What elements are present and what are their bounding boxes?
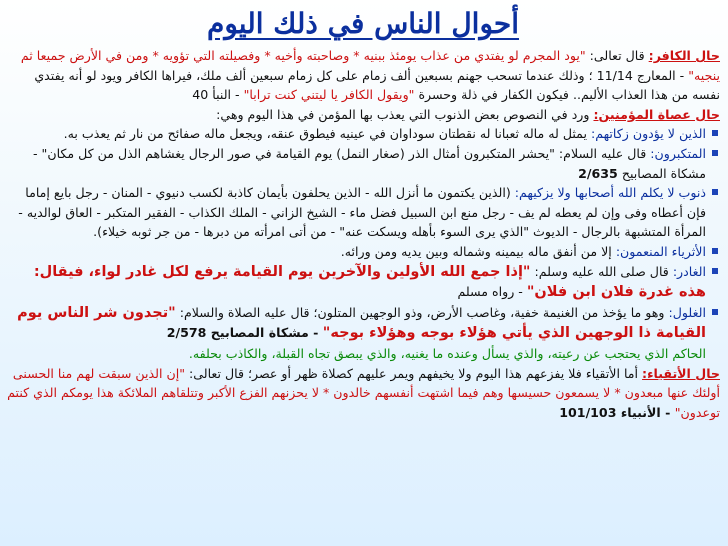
- list-item: [6, 144, 720, 183]
- atqiya-paragraph: [6, 364, 720, 423]
- item-quote: "إذا جمع الله الأولين والآخرين يوم القيامة يرفع لكل غادر لواء، فيقال: هذه غدرة فلان ابن فلان": [33, 263, 706, 301]
- bullet-square-icon: [712, 189, 718, 195]
- usat-paragraph: [6, 105, 720, 125]
- item-quote: الحاكم الذي يحتجب عن رعيته، والذي يسأل وعنده ما يغنيه، والذي يبصق تجاه القبلة، والكاذب بحلفه.: [188, 345, 706, 361]
- atqiya-quote: "إن الذين سبقت لهم منا الحسنى أولئك عنها مبعدون * لا يسمعون حسيسها وهم فيما اشتهت أنفسهم خالدون * لا يحزنهم الفزع الأكبر وتتلقاهم الملائكة هذا يومكم الذي كنتم توعدون": [7, 365, 720, 420]
- item-label: الغلول:: [668, 304, 706, 320]
- usat-text: ورد في النصوص بعض الذنوب التي يعذب بها المؤمن في هذا اليوم وهي:: [216, 106, 594, 122]
- usat-heading: حال عصاة المؤمنين:: [593, 106, 720, 122]
- item-label: الأثرياء المنعمون:: [615, 243, 706, 259]
- list-item: [6, 183, 720, 242]
- item-text: قال عليه السلام: "يحشر المتكبرون أمثال الذر (صغار النمل) يوم القيامة في صور الرجال يغشاهم الذل من كل مكان" - مشكاة المصابيح: [33, 145, 706, 181]
- list-item: [6, 262, 720, 303]
- item-text: وهو ما يؤخذ من الغنيمة خفية، وغاصب الأرض، وذو الوجهين المتلون؛ قال عليه الصلاة والسلام:: [175, 304, 669, 320]
- kafir-intro: قال تعالى:: [585, 48, 649, 63]
- bullet-square-icon: [712, 130, 718, 136]
- kafir-paragraph: [6, 46, 720, 105]
- bullet-square-icon: [712, 268, 718, 274]
- item-label: الذين لا يؤدون زكاتهم:: [590, 126, 706, 142]
- bullet-square-icon: [712, 150, 718, 156]
- list-item-continuation: [6, 344, 720, 364]
- kafir-ref-2: - النبأ 40: [192, 87, 244, 103]
- atqiya-text: أما الأتقياء فلا يفزعهم هذا اليوم ولا يخيفهم ويمر عليهم كصلاة ظهر أو عصر؛ قال تعالى:: [185, 365, 643, 381]
- list-item: [6, 242, 720, 262]
- kafir-quote-2: "ويقول الكافر يا ليتني كنت ترابا": [243, 87, 415, 103]
- atqiya-ref: - الأنبياء 101/103: [559, 404, 675, 420]
- list-item: [6, 124, 720, 144]
- item-ref: 2/635: [578, 165, 618, 181]
- item-text: قال صلى الله عليه وسلم:: [530, 263, 673, 279]
- kafir-description: وذلك عندما تسحب جهنم بسبعين ألف زمام على كل زمام سبعين ألف ملك، فيراها الكافر ويود لو أنه يفتدي نفسه من هذا العذاب الأليم.. فيكون الكفار في ذلة وحسرة: [34, 67, 720, 103]
- item-ref: - رواه مسلم: [457, 284, 527, 300]
- item-quote: "تجدون شر الناس يوم القيامة ذا الوجهين الذي يأتي هؤلاء بوجه وهؤلاء بوجه": [17, 304, 706, 342]
- content-body: [6, 46, 720, 422]
- kafir-quote-1: "يود المجرم لو يفتدي من عذاب يومئذ ببنيه * وصاحبته وأخيه * وفصيلته التي تؤويه * ومن في الأرض جميعا ثم ينجيه": [20, 48, 720, 83]
- page-title: أحوال الناس في ذلك اليوم: [206, 7, 520, 40]
- item-label: ذنوب لا يكلم الله أصحابها ولا يزكيهم:: [514, 185, 706, 201]
- atqiya-heading: حال الأتقياء:: [642, 365, 720, 381]
- bullet-square-icon: [712, 309, 718, 315]
- kafir-ref-1: - المعارج 11/14 ؛: [584, 67, 689, 83]
- item-label: الغادر:: [672, 263, 706, 279]
- item-text: (الذين يكتمون ما أنزل الله - الذين يحلفون بأيمان كاذبة لكسب دنيوي - المنان - رجل بايع إماما فإن أعطاه وفى وإن لم يعطه لم يف - رجل منع ابن السبيل فضل ماء - الشيخ الزاني - الملك الكذاب - الفقير المتكبر - العاق لوالديه - المرأة المتشبهة بالرجال - الديوث "الذي يرى السوء بأهله ويسكت عنه" - من أتى امرأته من دبرها - من جر ثوبه خيلاء).: [18, 185, 706, 240]
- item-label: المتكبرون:: [650, 145, 706, 161]
- item-ref: - مشكاة المصابيح 2/578: [166, 325, 323, 341]
- item-text: يمثل له ماله ثعبانا له نقطتان سوداوان في عينيه فيطوق عنقه، ويجعل ماله صفائح من نار ثم يعذب به.: [63, 126, 591, 142]
- kafir-heading: حال الكافر:: [648, 48, 720, 63]
- list-item: [6, 303, 720, 344]
- item-text: إلا من أنفق ماله بيمينه وشماله وبين يديه ومن ورائه.: [340, 243, 616, 259]
- bullet-square-icon: [712, 248, 718, 254]
